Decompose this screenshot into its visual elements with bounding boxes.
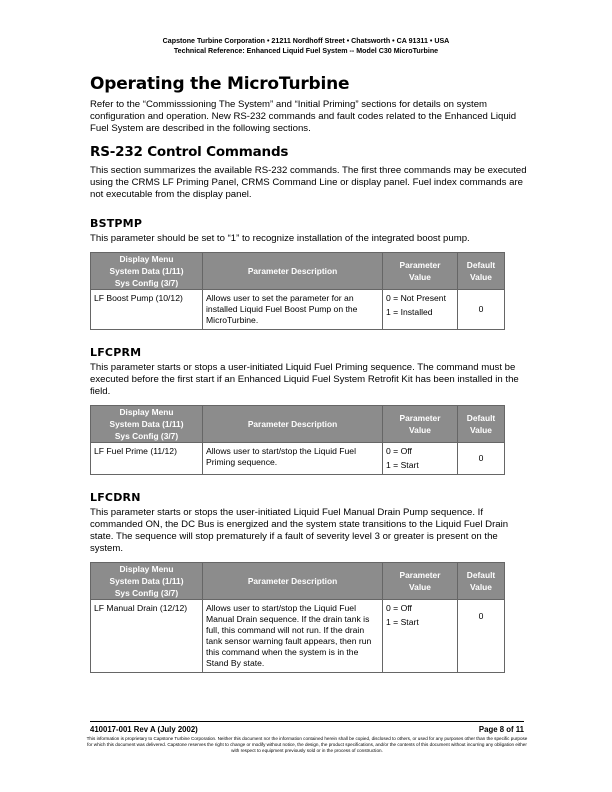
header-param-desc: Parameter Description [203,563,383,600]
command-name-bstpmp: BSTPMP [90,217,143,230]
table-header-row [91,563,505,600]
default-cell: 0 [458,600,505,673]
document-number: 410017-001 Rev A (July 2002) [90,725,198,734]
command-desc-bstpmp: This parameter should be set to “1” to recognize installation of the integrated boost pump. [90,233,470,244]
value-line1: 0 = Not Present [386,293,446,303]
header-menu-line3: Sys Config (3/7) [114,588,179,598]
header-line-2: Technical Reference: Enhanced Liquid Fuel System -- Model C30 MicroTurbine [173,47,439,55]
header-param-value-line1: Parameter [399,413,441,423]
command-table-lfcprm [90,405,505,475]
header-menu-line1: Display Menu [119,254,174,264]
main-content [90,74,530,673]
header-param-value-line1: Parameter [399,570,441,580]
value-line2: 1 = Start [386,460,419,470]
header-default-value [458,253,505,290]
default-cell: 0 [458,443,505,475]
table-header-row [91,406,505,443]
header-param-desc: Parameter Description [203,253,383,290]
menu-cell: LF Fuel Prime (11/12) [91,443,203,475]
command-desc-lfcprm: This parameter starts or stops a user-initiated Liquid Fuel Priming sequence. The command must be executed before the first start if an Enhanced Liquid Fuel System Retrofit Kit has been installed in the field. [90,362,519,397]
value-line2: 1 = Installed [386,307,433,317]
value-cell [383,600,458,673]
description-cell: Allows user to set the parameter for an installed Liquid Fuel Boost Pump on the MicroTurbine. [203,290,383,330]
header-param-value [383,563,458,600]
command-name-lfcprm: LFCPRM [90,346,142,359]
header-param-value-line2: Value [409,425,431,435]
header-param-value-line2: Value [409,272,431,282]
default-cell: 0 [458,290,505,330]
header-param-value-line2: Value [409,582,431,592]
header-menu-line2: System Data (1/11) [109,266,184,276]
header-default-line1: Default [466,260,496,270]
section-body: This section summarizes the available RS-232 commands. The first three commands may be executed using the CRMS LF Priming Panel, CRMS Command Line or display panel. Fuel index commands are not executable from the display panel. [90,165,527,200]
page-header [0,36,612,56]
command-table-lfcdrn [90,562,505,673]
header-display-menu [91,406,203,443]
header-menu-line1: Display Menu [119,407,174,417]
value-cell [383,443,458,475]
table-row [91,600,505,673]
header-default-line2: Value [470,582,492,592]
header-param-value [383,253,458,290]
header-default-value [458,406,505,443]
command-desc-lfcdrn: This parameter starts or stops the user-initiated Liquid Fuel Manual Drain Pump sequence. If commanded ON, the DC Bus is energized and the system state transitions to the Liquid Fuel Drain state. The sequence will stop prematurely if a fault of severity level 3 or greater is present on the system. [90,507,509,554]
intro-paragraph: Refer to the “Commisssioning The System” and “Initial Priming” sections for details on system configuration and operation. New RS-232 commands and fault codes related to the Enhanced Liquid Fuel System are described in the following sections. [90,99,517,134]
menu-cell: LF Boost Pump (10/12) [91,290,203,330]
header-default-line2: Value [470,272,492,282]
legal-notice: This information is proprietary to Capstone Turbine Corporation. Neither this document nor the information contained herein shall be copied, disclosed to others, or used for any purposes other than the specific purpose for which this document was delivered. Capstone reserves the right to change or modify without notice, the design, the product specifications, and/or the contents of this document without incurring any obligation either with respect to equipment previously sold or in the process of construction. [86,736,528,753]
header-menu-line1: Display Menu [119,564,174,574]
header-default-line2: Value [470,425,492,435]
header-param-value [383,406,458,443]
section-title: RS-232 Control Commands [90,144,289,160]
header-param-value-line1: Parameter [399,260,441,270]
value-line2: 1 = Start [386,617,419,627]
value-line1: 0 = Off [386,446,412,456]
menu-cell: LF Manual Drain (12/12) [91,600,203,673]
header-default-line1: Default [466,570,496,580]
header-display-menu [91,563,203,600]
table-row [91,443,505,475]
header-param-desc: Parameter Description [203,406,383,443]
header-default-line1: Default [466,413,496,423]
header-menu-line3: Sys Config (3/7) [114,431,179,441]
header-display-menu [91,253,203,290]
value-line1: 0 = Off [386,603,412,613]
header-line-1: Capstone Turbine Corporation • 21211 Nordhoff Street • Chatsworth • CA 91311 • USA [162,37,450,45]
header-menu-line2: System Data (1/11) [109,576,184,586]
page-footer [90,721,524,734]
description-cell: Allows user to start/stop the Liquid Fuel Priming sequence. [203,443,383,475]
header-default-value [458,563,505,600]
table-header-row [91,253,505,290]
description-cell: Allows user to start/stop the Liquid Fuel Manual Drain sequence. If the drain tank is full, this command will not run. If the drain tank sensor warning fault appears, then run this command when the system is in the Stand By state. [203,600,383,673]
page-title: Operating the MicroTurbine [90,74,350,94]
value-cell [383,290,458,330]
header-menu-line3: Sys Config (3/7) [114,278,179,288]
table-row [91,290,505,330]
page-number: Page 8 of 11 [478,725,524,734]
command-table-bstpmp [90,252,505,330]
command-name-lfcdrn: LFCDRN [90,491,141,504]
header-menu-line2: System Data (1/11) [109,419,184,429]
